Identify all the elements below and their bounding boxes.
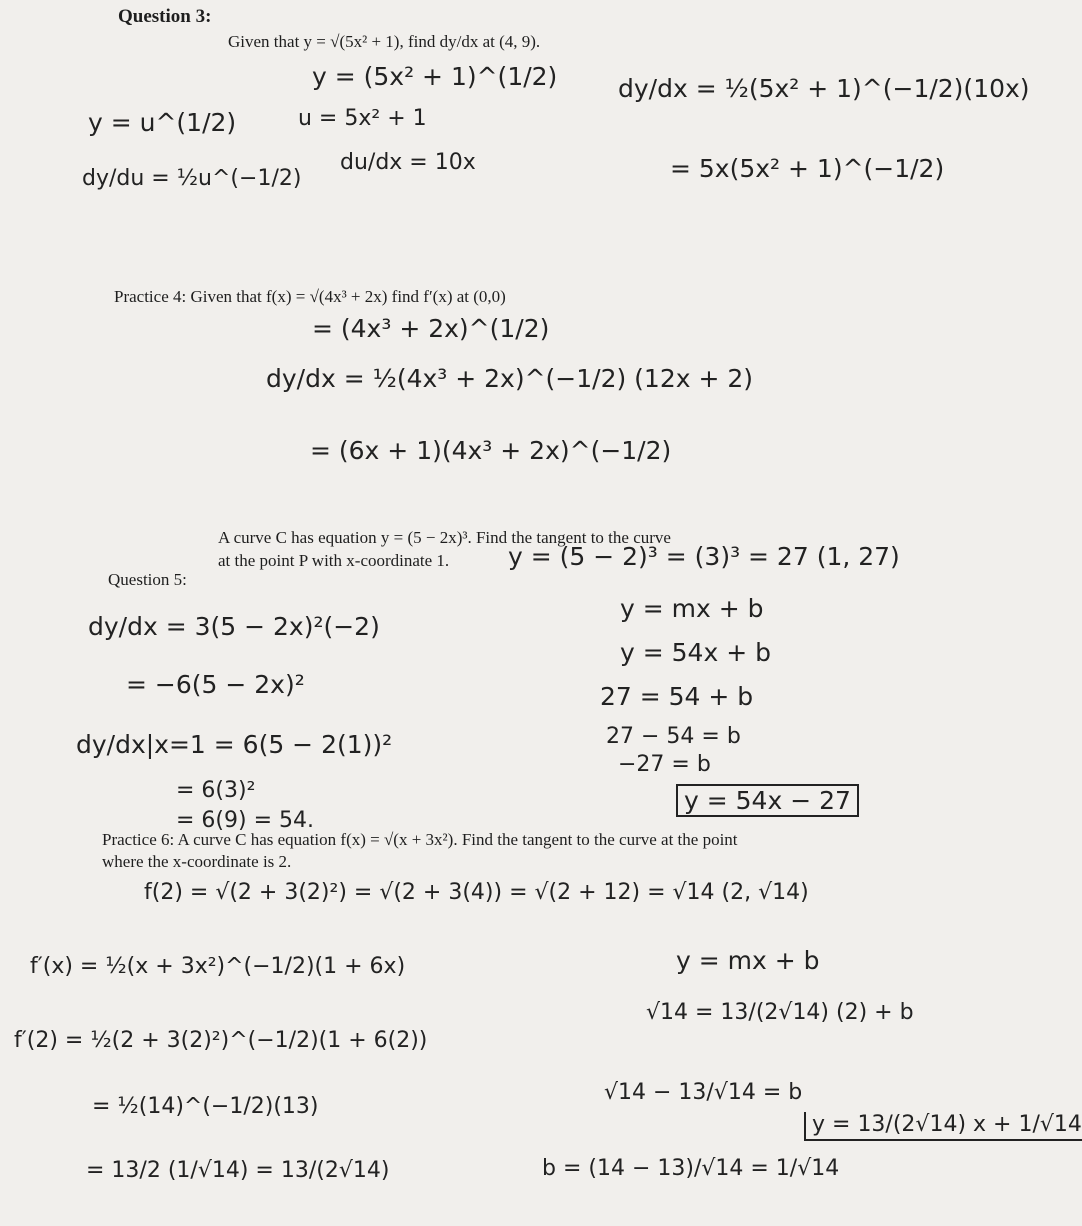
q5-hw-point: y = (5 − 2)³ = (3)³ = 27 (1, 27) <box>508 542 900 571</box>
q5-hw-right-line: y = mx + b <box>620 594 764 623</box>
p6-hw-left-line: = 13/2 (1/√14) = 13/(2√14) <box>86 1158 390 1183</box>
q5-hw-left-line: = 6(3)² <box>176 778 256 803</box>
q5-hw-left-line: = 6(9) = 54. <box>176 808 314 833</box>
q3-heading: Question 3: <box>118 6 212 27</box>
p4-hw-line: = (4x³ + 2x)^(1/2) <box>312 314 550 343</box>
q3-hw-line: dy/dx = ½(5x² + 1)^(−1/2)(10x) <box>618 74 1030 103</box>
p6-hw-right-line: y = mx + b <box>676 946 820 975</box>
q5-hw-left-line: dy/dx = 3(5 − 2x)²(−2) <box>88 612 380 641</box>
p6-prompt-line2: where the x-coordinate is 2. <box>102 852 292 871</box>
q3-hw-line: y = u^(1/2) <box>88 108 237 137</box>
q3-hw-line: dy/du = ½u^(−1/2) <box>82 166 302 191</box>
q5-hw-right-line: 27 − 54 = b <box>606 724 741 749</box>
q3-hw-line: = 5x(5x² + 1)^(−1/2) <box>670 154 945 183</box>
q3-prompt: Given that y = √(5x² + 1), find dy/dx at (4, 9). <box>228 32 541 51</box>
q5-hw-right-line: −27 = b <box>618 752 711 777</box>
p6-hw-right-line: b = (14 − 13)/√14 = 1/√14 <box>542 1156 840 1181</box>
q5-heading: Question 5: <box>108 570 187 589</box>
q3-hw-line: y = (5x² + 1)^(1/2) <box>312 62 558 91</box>
p6-hw-left-line: f′(x) = ½(x + 3x²)^(−1/2)(1 + 6x) <box>30 954 406 979</box>
p6-hw-left-line: f′(2) = ½(2 + 3(2)²)^(−1/2)(1 + 6(2)) <box>14 1028 428 1053</box>
q5-prompt-line1: A curve C has equation y = (5 − 2x)³. Find the tangent to the curve <box>218 528 671 547</box>
p4-hw-line: = (6x + 1)(4x³ + 2x)^(−1/2) <box>310 436 672 465</box>
q3-hw-line: u = 5x² + 1 <box>298 106 427 131</box>
p4-prompt: Practice 4: Given that f(x) = √(4x³ + 2x) find f′(x) at (0,0) <box>114 287 506 306</box>
p6-hw-right-line: √14 = 13/(2√14) (2) + b <box>646 1000 914 1025</box>
q5-hw-left-line: dy/dx|x=1 = 6(5 − 2(1))² <box>76 730 393 759</box>
q5-prompt-line2: at the point P with x-coordinate 1. <box>218 551 450 570</box>
q5-answer-box: y = 54x − 27 <box>676 784 859 817</box>
q5-hw-right-line: y = 54x + b <box>620 638 771 667</box>
p6-hw-right-line: √14 − 13/√14 = b <box>604 1080 803 1105</box>
q3-hw-line: du/dx = 10x <box>340 150 476 175</box>
p6-answer: y = 13/(2√14) x + 1/√14 <box>804 1112 1082 1141</box>
p4-hw-line: dy/dx = ½(4x³ + 2x)^(−1/2) (12x + 2) <box>266 364 754 393</box>
q5-hw-left-line: = −6(5 − 2x)² <box>126 670 305 699</box>
p6-hw-top: f(2) = √(2 + 3(2)²) = √(2 + 3(4)) = √(2 + 12) = √14 (2, √14) <box>144 880 809 905</box>
p6-hw-left-line: = ½(14)^(−1/2)(13) <box>92 1094 319 1119</box>
q5-hw-right-line: 27 = 54 + b <box>600 682 754 711</box>
p6-prompt-line1: Practice 6: A curve C has equation f(x) = √(x + 3x²). Find the tangent to the curve at the point <box>102 830 738 849</box>
